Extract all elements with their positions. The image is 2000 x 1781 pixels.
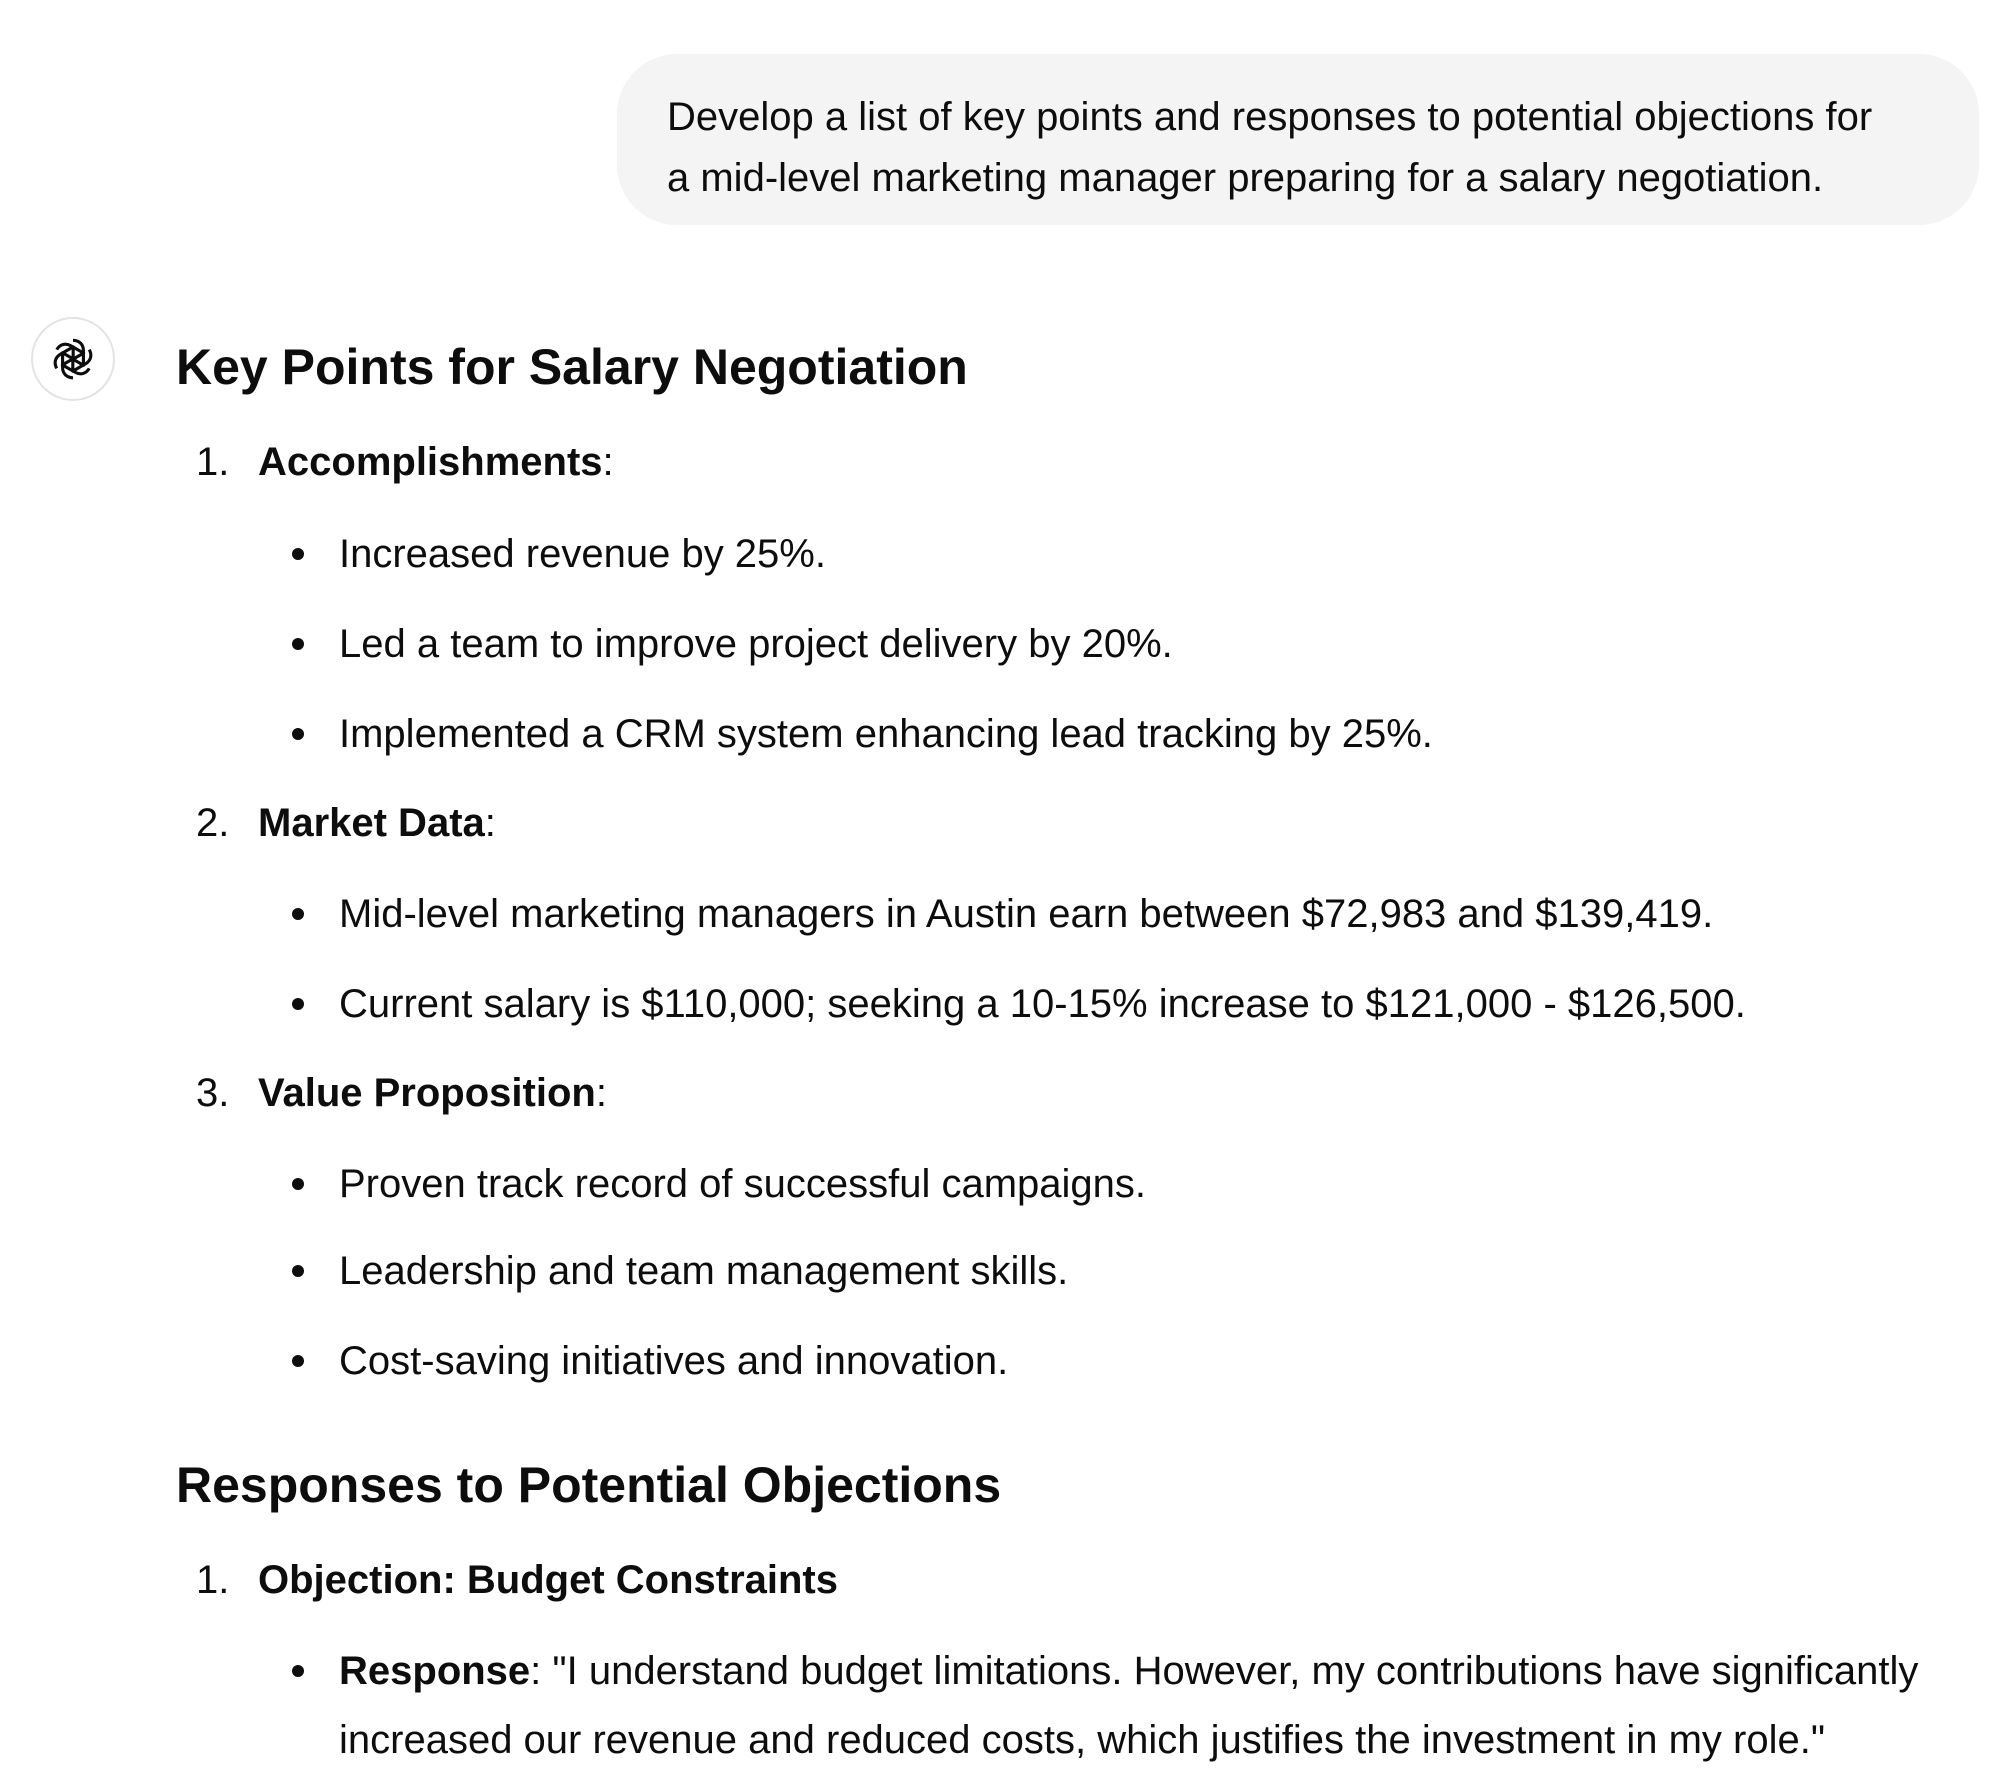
section-heading-objections: Responses to Potential Objections	[176, 1457, 1002, 1513]
item-label: Objection: Budget Constraints	[258, 1558, 838, 1602]
item-suffix: :	[595, 1071, 607, 1115]
numbered-item-budget-constraints	[176, 1555, 838, 1605]
list-number: 2.	[196, 801, 230, 845]
response-text-line-2: increased our revenue and reduced costs, which justifies the investment in my role."	[339, 1718, 1826, 1762]
numbered-item-market-data	[176, 798, 496, 848]
section-heading-key-points: Key Points for Salary Negotiation	[176, 339, 968, 395]
response-text-line-1: : "I understand budget limitations. However, my contributions have significantly	[530, 1649, 1919, 1693]
bullet-text: Implemented a CRM system enhancing lead tracking by 25%.	[339, 712, 1433, 756]
bullet-text: Cost-saving initiatives and innovation.	[339, 1339, 1009, 1383]
bullet-text: Led a team to improve project delivery by 20%.	[339, 622, 1173, 666]
bullet-dot-icon	[292, 998, 304, 1010]
user-message-line-2: a mid-level marketing manager preparing for a salary negotiation.	[667, 156, 1824, 200]
bullet-text: Leadership and team management skills.	[339, 1249, 1069, 1293]
list-number: 1.	[196, 440, 230, 484]
bullet-dot-icon	[292, 548, 304, 560]
openai-logo-icon	[48, 334, 98, 384]
bullet-dot-icon	[292, 1178, 304, 1190]
bullet-dot-icon	[292, 1355, 304, 1367]
numbered-item-value-proposition	[176, 1068, 607, 1118]
user-message-line-1: Develop a list of key points and responses to potential objections for	[667, 95, 1873, 139]
bullet-dot-icon	[292, 1665, 304, 1677]
bullet-dot-icon	[292, 638, 304, 650]
bullet-text: Proven track record of successful campaigns.	[339, 1162, 1147, 1206]
bullet-dot-icon	[292, 908, 304, 920]
bullet-dot-icon	[292, 728, 304, 740]
bullet-dot-icon	[292, 1265, 304, 1277]
list-number: 3.	[196, 1071, 230, 1115]
user-message-bubble	[617, 54, 1979, 225]
bullet-text: Current salary is $110,000; seeking a 10-15% increase to $121,000 - $126,500.	[339, 982, 1746, 1026]
bullet-text: Increased revenue by 25%.	[339, 532, 826, 576]
bullet-text: Mid-level marketing managers in Austin earn between $72,983 and $139,419.	[339, 892, 1714, 936]
item-label: Value Proposition	[258, 1071, 596, 1115]
numbered-item-accomplishments	[176, 437, 614, 487]
bullet-text	[339, 1637, 1918, 1705]
assistant-avatar	[31, 317, 115, 401]
response-label: Response	[339, 1649, 531, 1693]
item-label: Market Data	[258, 801, 485, 845]
list-number: 1.	[196, 1558, 230, 1602]
item-suffix: :	[602, 440, 614, 484]
item-suffix: :	[484, 801, 496, 845]
item-label: Accomplishments	[258, 440, 603, 484]
